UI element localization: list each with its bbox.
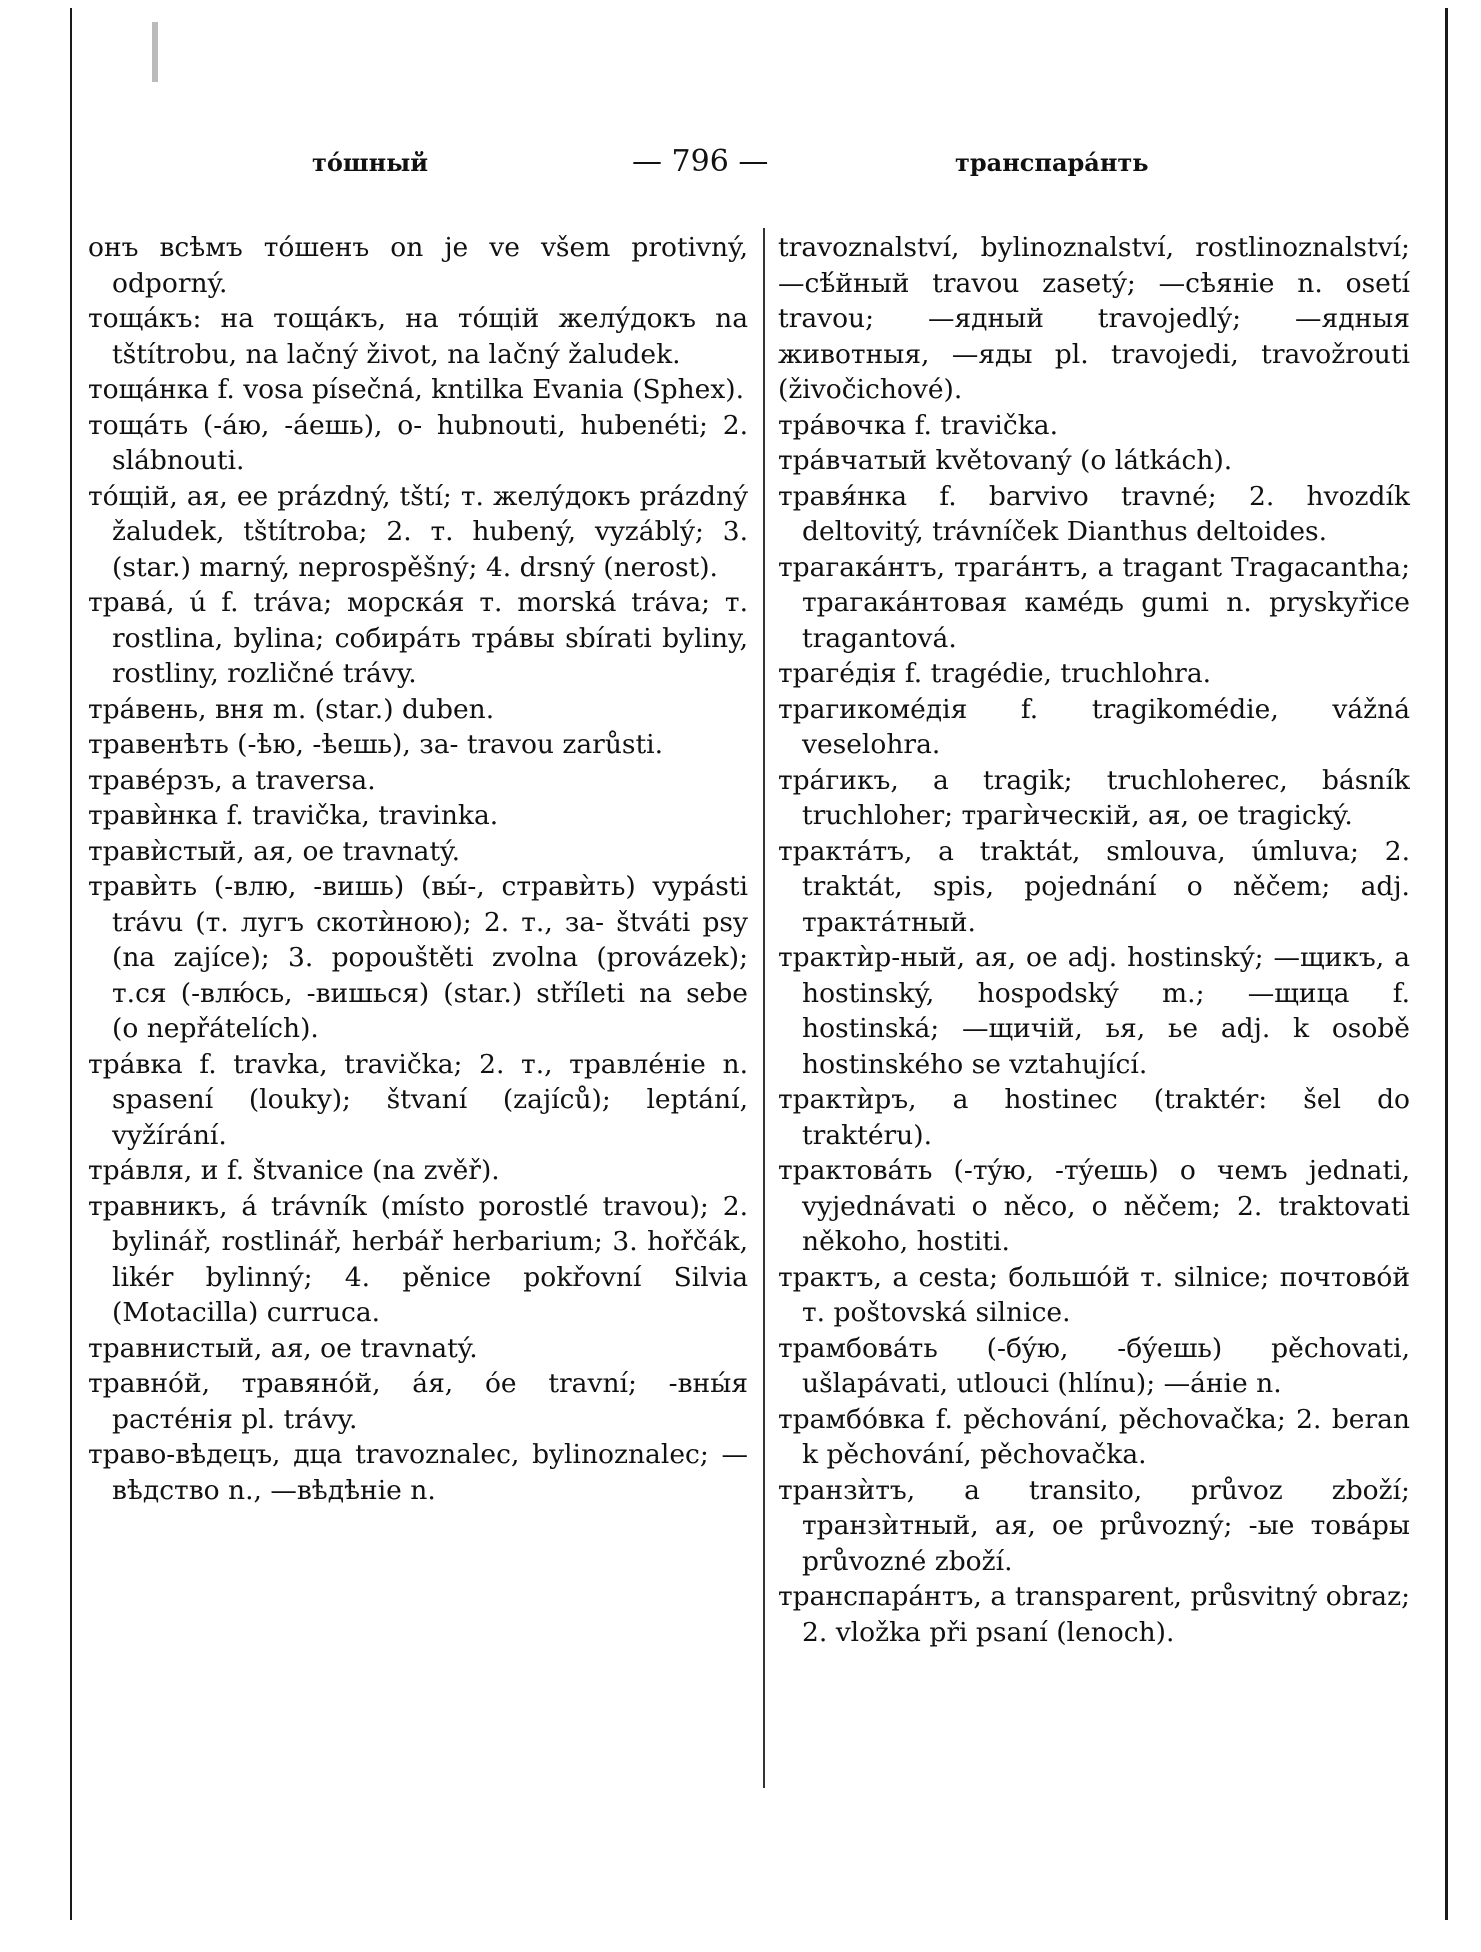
entry: трáвчатый květovaný (o látkách). bbox=[778, 445, 1233, 476]
page-number: — 796 — bbox=[632, 144, 769, 179]
entry: травнóй, травянóй, áя, óе travní; -вны́я растéнiя pl. trávy. bbox=[88, 1368, 748, 1435]
scan-edge-mark bbox=[152, 22, 158, 82]
entry: трактѝр-ный, ая, ое adj. hostinský; —щикъ, а hostinský, hospodský m.; —щица f. hostinská; —щичiй, ья, ье adj. k osobě hostinského se vztahující. bbox=[778, 942, 1410, 1080]
entry: травѝстый, ая, ое travnatý. bbox=[88, 835, 461, 867]
entry: трамбóвка f. pěchování, pěchovačka; 2. beran k pěchování, pěchovačka. bbox=[778, 1403, 1410, 1470]
entry: травникъ, á trávník (místo porostlé travou); 2. bylinář, rostlinář, herbář herbarium; 3. hořčák, likér bylinný; 4. pěnice pokřovní Silvia (Motacilla) curruca. bbox=[88, 1190, 748, 1328]
entry: онъ всѣмъ тóшенъ on je ve všem protivný, odporný. bbox=[88, 232, 748, 299]
entry: травенѣть (-ѣю, -ѣешь), за- travou zarůsti. bbox=[88, 729, 664, 760]
entry: транзѝтъ, а transito, průvoz zboží; транзѝтный, ая, ое průvozný; -ые товáры průvozné zboží. bbox=[778, 1474, 1410, 1577]
entry: траво-вѣдецъ, дца travoznalec, bylinoznalec; —вѣдство n., —вѣдѣнiе n. bbox=[88, 1439, 748, 1506]
entry: тощáть (-áю, -áешь), о- hubnouti, hubenéti; 2. slábnouti. bbox=[88, 409, 748, 476]
entry: травéрзъ, а traversa. bbox=[88, 764, 376, 796]
entry: транспарáнтъ, а transparent, průsvitný obraz; 2. vložka při psaní (lenoch). bbox=[778, 1581, 1410, 1648]
header-right-word: транспарáнть bbox=[955, 148, 1149, 177]
entry: тощáкъ: на тощáкъ, на тóщiй желýдокъ na tštítrobu, na lačný život, na lačný žaludek. bbox=[88, 303, 748, 370]
entry-continuation: travoznalství, bylinoznalství, rostlinoznalství; —сѣ́йный travou zasetý; —сѣянiе n. osetí travou; —ядный travojedlý; —ядныя животныя, —яды pl. travojedi, travožrouti (živočichové). bbox=[778, 232, 1410, 405]
entry: трагикомéдiя f. tragikomédie, vážná veselohra. bbox=[778, 693, 1410, 760]
entry: трáвля, и f. štvanice (na zvěř). bbox=[88, 1155, 500, 1186]
entry: трактѝръ, а hostinec (traktér: šel do traktéru). bbox=[778, 1084, 1410, 1151]
entry: тóщiй, ая, ее prázdný, tští; т. желýдокъ prázdný žaludek, tštítroba; 2. т. hubený, vyzáblý; 3. (star.) marný, neprospěšný; 4. drsný (nerost). bbox=[88, 480, 748, 583]
right-column bbox=[778, 230, 1410, 1790]
entry: травѝнка f. travička, travinka. bbox=[88, 800, 499, 831]
header-left-word: тóшный bbox=[312, 148, 429, 177]
entry: травѝть (-влю, -вишь) (вы́-, стравѝть) vypásti trávu (т. лугъ скотѝною); 2. т., за- štváti psy (na zajíce); 3. popouštěti zvolna (provázek); т.ся (-влю́сь, -вишься) (star.) stříleti na sebe (o nepřátelích). bbox=[88, 871, 748, 1044]
column-divider bbox=[763, 228, 765, 1788]
entry: трáвень, вня m. (star.) duben. bbox=[88, 693, 495, 725]
entry: трагакáнтъ, трагáнтъ, а tragant Tragacantha; трагакáнтовая камéдь gumi n. pryskyřice tragantová. bbox=[778, 551, 1410, 654]
entry: трактовáть (-тýю, -тýешь) о чемъ jednati, vyjednávati o něco, o něčem; 2. traktovati někoho, hostiti. bbox=[778, 1155, 1410, 1257]
entry: трагéдiя f. tragédie, truchlohra. bbox=[778, 658, 1212, 689]
entry: трáгикъ, а tragik; truchloherec, básník truchloher; трагѝческiй, ая, ое tragický. bbox=[778, 764, 1410, 831]
page-header bbox=[0, 144, 1481, 188]
entry: трактъ, а cesta; большóй т. silnice; почтовóй т. poštovská silnice. bbox=[778, 1261, 1410, 1328]
entry: трáвочка f. travička. bbox=[778, 409, 1058, 441]
entry: трáвка f. travka, travička; 2. т., травлéнiе n. spasení (louky); štvaní (zajíců); leptání, vyžírání. bbox=[88, 1048, 748, 1151]
entry: трамбовáть (-бýю, -бýешь) pěchovati, ušlapávati, utlouci (hlínu); —áнiе n. bbox=[778, 1332, 1410, 1399]
entry: травá, ú f. tráva; морскáя т. morská tráva; т. rostlina, bylina; собирáть трáвы sbírati byliny, rostliny, rozličné trávy. bbox=[88, 587, 748, 689]
entry: тощáнка f. vosa písečná, kntilka Evania (Sphex). bbox=[88, 374, 745, 405]
entry: травнистый, ая, ое travnatý. bbox=[88, 1332, 478, 1364]
left-column bbox=[88, 230, 748, 1790]
entry: травя́нка f. barvivo travné; 2. hvozdík deltovitý, trávníček Dianthus deltoides. bbox=[778, 480, 1410, 547]
entry: трактáтъ, а traktát, smlouva, úmluva; 2. traktát, spis, pojednání o něčem; adj. трактáтный. bbox=[778, 835, 1410, 938]
